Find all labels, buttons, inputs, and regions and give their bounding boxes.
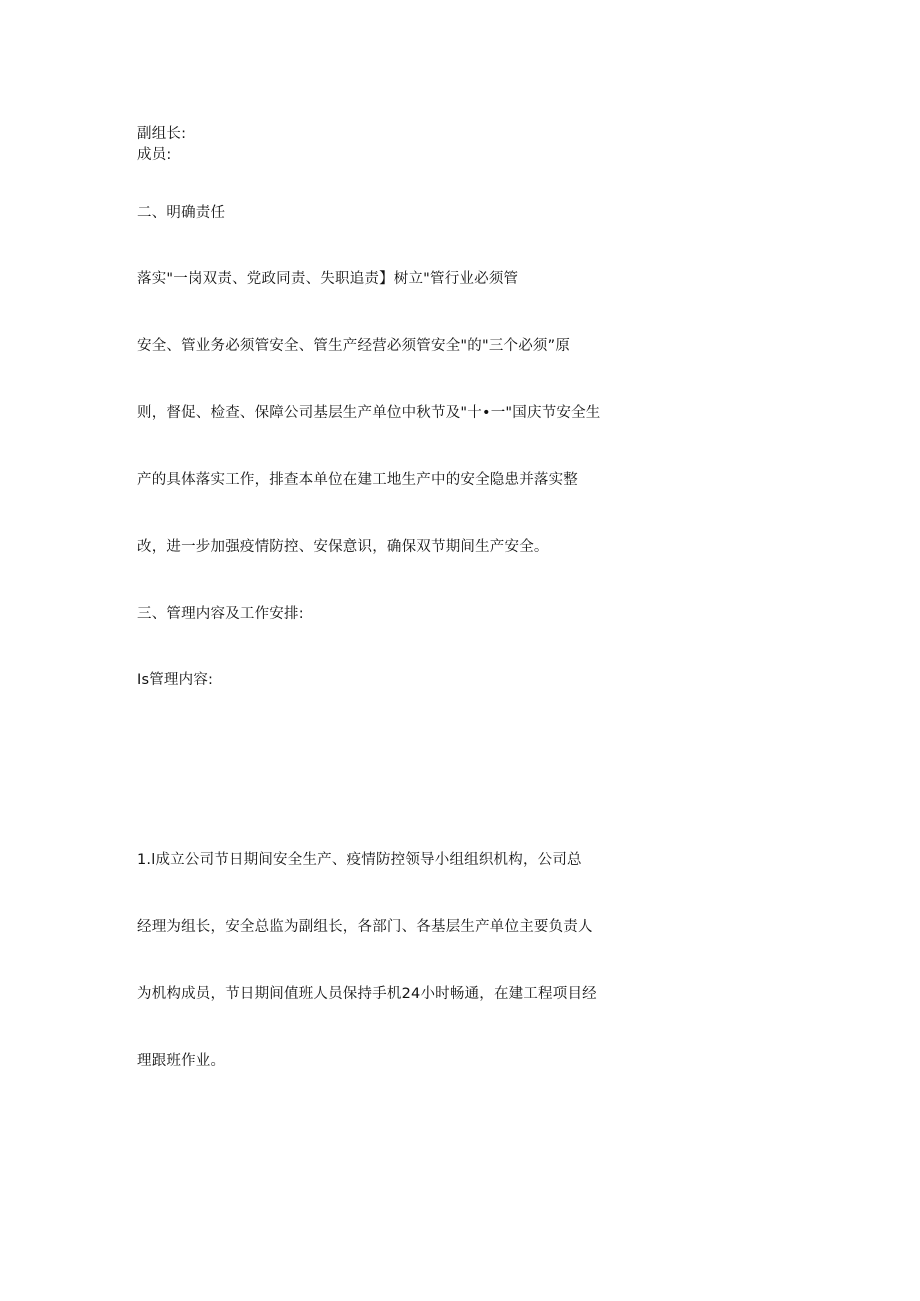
paragraph-line: 理跟班作业。 (137, 1053, 226, 1069)
paragraph-line: 安全、管业务必须管安全、管生产经营必须管安全"的"三个必须”原 (137, 338, 571, 354)
members-label: 成员: (137, 147, 172, 163)
paragraph-line: 则，督促、检查、保障公司基层生产单位中秋节及"十•一"国庆节安全生 (137, 405, 601, 421)
deputy-leader-label: 副组长: (137, 126, 187, 142)
section-heading-management: 三、管理内容及工作安排: (137, 606, 304, 622)
paragraph-line: 经理为组长，安全总监为副组长，各部门、各基层生产单位主要负责人 (137, 919, 593, 935)
subheading-management-content: Is管理内容: (137, 672, 214, 688)
paragraph-line: 1.l成立公司节日期间安全生产、疫情防控领导小组组织机构，公司总 (137, 852, 582, 868)
paragraph-line: 改，进一步加强疫情防控、安保意识，确保双节期间生产安全。 (137, 539, 549, 555)
paragraph-line: 落实"一岗双责、党政同责、失职追责】树立"管行业必须管 (137, 271, 519, 287)
paragraph-line: 产的具体落实工作，排查本单位在建工地生产中的安全隐患并落实整 (137, 472, 578, 488)
section-heading-responsibility: 二、明确责任 (137, 205, 226, 221)
paragraph-line: 为机构成员，节日期间值班人员保持手机24小时畅通，在建工程项目经 (137, 986, 597, 1002)
